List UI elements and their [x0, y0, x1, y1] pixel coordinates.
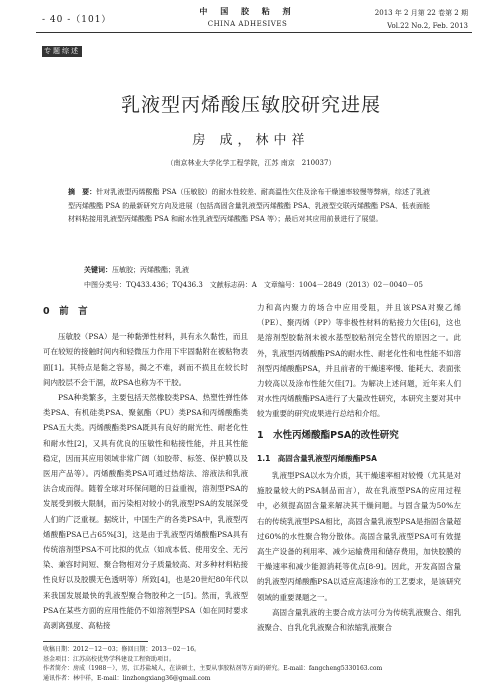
issue-date: 2013 年 2 月第 22 卷第 2 期 — [374, 9, 468, 17]
page-number: - 40 -（101） — [42, 15, 112, 25]
right-column — [257, 300, 461, 635]
authors: 房 成，林中祥 — [192, 133, 310, 148]
footnote-author: 作者简介：房成（1988－），男，江苏盐城人，在读硕士，主要从事胶粘剂等方面的研究。E-mail：fangcheng5330163.com — [43, 665, 383, 672]
footnote — [43, 645, 382, 683]
journal-name-en: CHINA ADHESIVES — [207, 20, 288, 28]
affiliation: （南京林业大学化学工程学院，江苏 南京 210037） — [166, 159, 336, 167]
body-paragraph: 压敏胶（PSA）是一种黏弹性材料，具有永久黏性，而且可在较短的接触时间内和轻微压力作用下牢固黏附在被粘物表面[1]。其特点是黏之容易，揭之不难，剥而不损且在较长时间内胶层不会干涸，故PSA也称为不干胶。 — [43, 332, 248, 387]
section-heading-intro: 0 前 言 — [43, 306, 88, 317]
subsection-heading-1-1: 1.1 高固含量乳液型丙烯酸酯PSA — [257, 453, 377, 463]
keywords — [84, 265, 189, 275]
issue-volume: Vol.22 No.2, Feb. 2013 — [387, 22, 468, 30]
keywords-label: 关键词： — [84, 265, 112, 274]
keywords-text: 压敏胶；丙烯酸酯；乳液 — [112, 266, 189, 274]
body-paragraph: PSA种类繁多，主要包括天然橡胶类PSA、热塑性弹性体类PSA、有机硅类PSA、聚氨酯（PU）类PSA和丙烯酸酯类PSA五大类。丙烯酸酯类PSA既具有良好的耐光性、耐老化性和耐水性[2]，又具有优良的压敏性和粘接性能，并且其性能稳定，因而其应用领域非常广阔（如胶带、标签、保护膜以及医用产品等）。丙烯酸酯类PSA可通过热熔法、溶液法和乳液法合成而得。随着全球对环保问题的日益重视，溶剂型PSA的发展受到极大限制，而污染相对较小的乳液型PSA的发展深受人们的广泛重视。据统计，中国生产的各类PSA中，乳液型丙烯酸酯PSA已占65%[3]，这是由于乳液型丙烯酸酯PSA具有传统溶剂型PSA不可比拟的优点（如成本低、使用安全、无污染、兼容时间短、聚合物相对分子质量较高、对多种材料粘接性良好以及胶膜无色透明等）所致[4]，也是20世纪80年代以来我国发展最快的乳液型聚合物胶种之一[5]。然而，乳液型PSA在某些方面的应用性能仍不如溶剂型PSA（如在同时要求高剥离强度、高粘接 — [43, 393, 248, 631]
footnote-contact: 通讯作者：林中祥，E-mail：linzhongxiang36@gmail.com — [43, 674, 211, 682]
section-heading-1: 1 水性丙烯酸酯PSA的改性研究 — [257, 429, 399, 441]
header-rule — [36, 32, 472, 33]
section-tag: 专题综述 — [44, 47, 80, 55]
body-paragraph: 高固含量乳液的主要合成方法可分为传统乳液聚合、细乳液聚合、自乳化乳液聚合和浓缩乳液聚合 — [257, 607, 461, 633]
journal-name-cn: 中 国 胶 粘 剂 — [199, 6, 296, 16]
body-paragraph: 力和高内聚力的场合中应用受阻，并且该PSA对聚乙烯（PE）、聚丙烯（PP）等非极性材料的粘接力欠佳[6]，这也是溶剂型胶黏剂未被水基型胶粘剂完全替代的原因之一。此外，乳液型丙烯酸酯PSA的耐水性、耐老化性和电性能不如溶剂型丙烯酸酯PSA，并且前者的干燥速率慢、能耗大、表面张力较高以及涂布性能欠佳[7]。为解决上述问题，近年来人们对水性丙烯酸酯PSA进行了大量改性研究，本研究主要对其中较为重要的研究成果进行总结和介绍。 — [257, 303, 461, 419]
footnote-fund: 基金项目：江苏高校优势学科建设工程资助项目。 — [43, 655, 176, 663]
body-paragraph: 乳液型PSA以水为介质，其干燥速率相对较慢（尤其是对施胶量较大的PSA制品而言），故在乳液型PSA的应用过程中，必须提高固含量来解决其干燥问题。与固含量为50%左右的传统乳液型PSA相比，高固含量乳液型PSA是指固含量超过60%的水性聚合物分散体。高固含量乳液型PSA可有效提高生产设备的利用率、减少运输费用和储存费用，加快胶膜的干燥速率和减少能源消耗等优点[8-9]。因此，开发高固含量的乳液型丙烯酸酯PSA以适应高速涂布的工艺要求，是该研究领域的重要课题之一。 — [257, 471, 461, 602]
abstract-text: 针对乳液型丙烯酸酯 PSA（压敏胶）的耐水性较差、耐高温性欠佳及涂布干燥速率较慢等弊病，综述了乳液型丙烯酸酯 PSA 的最新研究方向及进展（包括高固含量乳液型丙烯酸酯 PSA、乳液型交联丙烯酸酯 PSA、低表面能材料粘接用乳液型丙烯酸酯 PSA 和耐水性乳液型丙烯酸酯 PSA 等）；最后对其应用前景进行了展望。 — [68, 188, 430, 223]
article-title: 乳液型丙烯酸压敏胶研究进展 — [120, 94, 381, 116]
abstract — [68, 185, 430, 227]
left-column — [43, 300, 248, 633]
footnote-rule — [43, 641, 148, 642]
abstract-label: 摘 要： — [68, 187, 97, 196]
journal-header — [180, 6, 315, 28]
issue-info — [375, 7, 468, 33]
footnote-received: 收稿日期：2012－12－03；修回日期：2013－02－16。 — [43, 646, 201, 653]
classification: 中图分类号：TQ433.436；TQ436.3 文献标志码：A 文章编号：1004－2849（2013）02－0040－05 — [84, 281, 423, 289]
